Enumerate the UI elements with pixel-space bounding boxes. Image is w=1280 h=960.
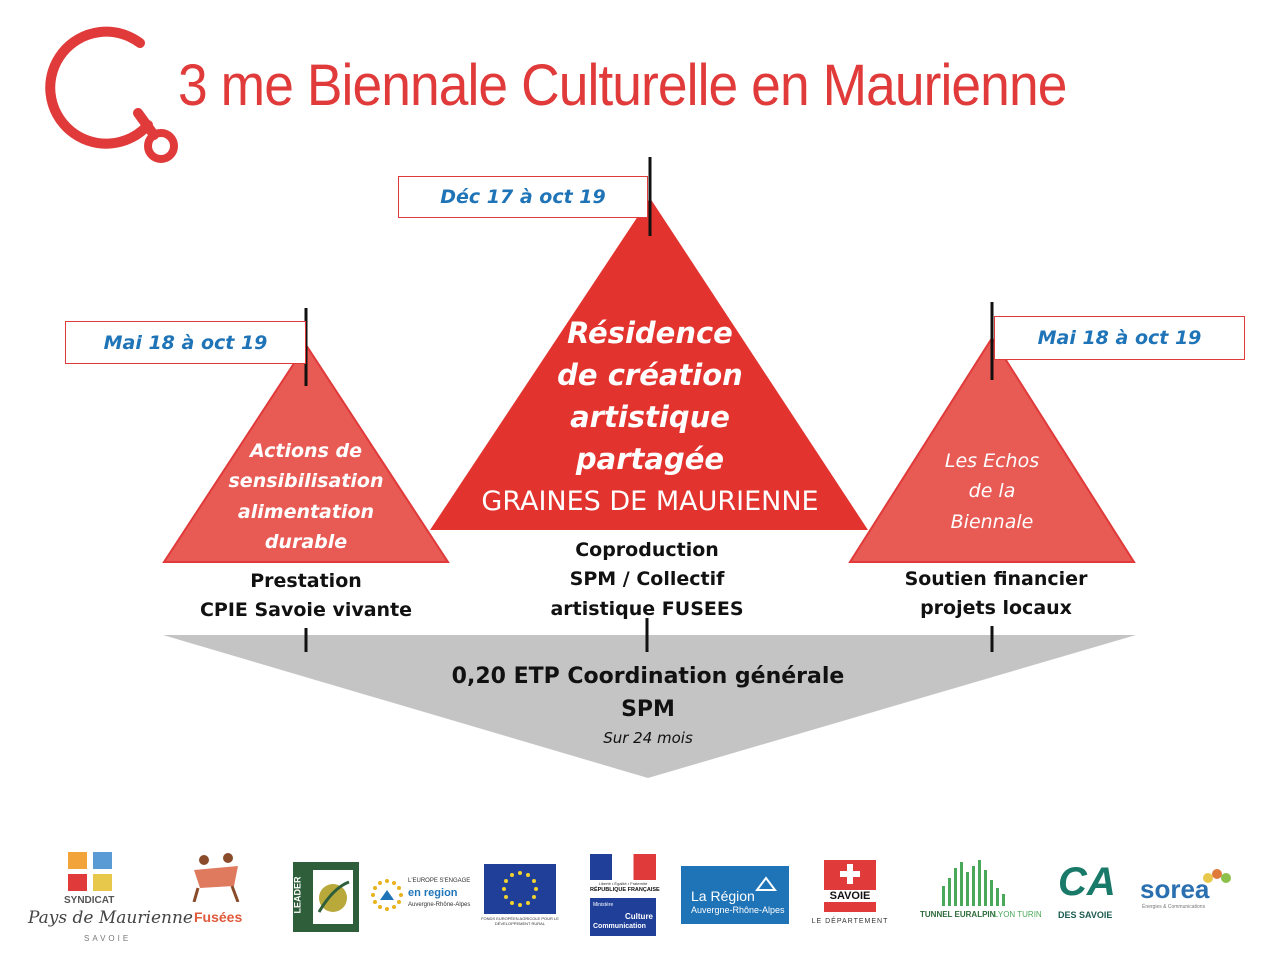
main-date-box: Déc 17 à oct 19 xyxy=(398,176,648,218)
right-date-box: Mai 18 à oct 19 xyxy=(994,316,1245,360)
tunnel-label: TUNNEL EURALPIN xyxy=(920,910,996,919)
left-caption-line: CPIE Savoie vivante xyxy=(199,599,413,622)
right-caption xyxy=(866,565,1126,624)
leader-label: LEADER xyxy=(292,876,303,914)
ca-logo xyxy=(1052,862,1122,926)
cross-icon xyxy=(66,848,114,894)
leaf-icon xyxy=(311,868,355,926)
main-subtitle: GRAINES DE MAURIENNE xyxy=(481,486,819,517)
main-line: de création xyxy=(557,358,743,393)
europe-line2: en region xyxy=(408,887,458,899)
main-caption-line: artistique FUSEES xyxy=(550,597,744,620)
republique-motto: Liberté • Égalité • Fraternité xyxy=(598,881,648,886)
syndicat-bottom: SAVOIE xyxy=(84,934,132,943)
right-line: Biennale xyxy=(950,510,1034,533)
fusees-logo xyxy=(180,852,252,932)
right-line: de la xyxy=(968,480,1016,503)
feader-logo xyxy=(480,864,560,934)
syndicat-logo xyxy=(26,848,193,948)
region-line1: La Région xyxy=(691,888,755,904)
ca-des-savoie: DES SAVOIE xyxy=(1058,910,1113,920)
left-line: durable xyxy=(264,531,348,554)
main-line: partagée xyxy=(575,442,725,477)
main-caption-line: SPM / Collectif xyxy=(569,568,725,591)
left-caption-line: Prestation xyxy=(250,570,362,592)
main-line: artistique xyxy=(570,400,730,435)
left-date-box: Mai 18 à oct 19 xyxy=(65,321,306,364)
right-line: Les Echos xyxy=(944,450,1040,472)
feader-label: FONDS EUROPÉEN AGRICOLE POUR LE DÉVELOPPEMENT RURAL xyxy=(481,916,559,926)
left-caption xyxy=(176,567,436,626)
tunnel-logo xyxy=(918,858,1042,928)
left-line: alimentation xyxy=(237,500,375,523)
communication-label: Communication xyxy=(593,923,646,930)
culture-block xyxy=(590,898,656,936)
base-note: Sur 24 mois xyxy=(603,728,693,747)
sorea-logo xyxy=(1140,868,1240,918)
savoie-block xyxy=(824,860,876,912)
main-triangle-text xyxy=(500,312,800,480)
main-caption-line: Coproduction xyxy=(575,539,719,561)
dancers-icon xyxy=(186,852,246,902)
left-triangle-text xyxy=(206,436,406,558)
page-title: 3 me Biennale Culturelle en Maurienne xyxy=(178,53,1067,118)
tunnel-bars-icon xyxy=(940,858,1010,906)
region-logo xyxy=(681,866,789,924)
europe-line3: Auvergne-Rhône-Alpes xyxy=(408,902,471,908)
ca-mark: CA xyxy=(1058,860,1116,904)
main-caption xyxy=(517,536,777,624)
right-caption-line: Soutien financier xyxy=(904,568,1088,590)
sorea-label: sorea xyxy=(1140,874,1210,904)
mountain-icon xyxy=(755,876,777,892)
lyon-turin-label: LYON TURIN xyxy=(994,910,1042,919)
ministere-logo xyxy=(590,854,660,936)
fusees-label: Fusées xyxy=(194,909,243,925)
left-line: Actions de xyxy=(250,440,362,462)
sorea-sub: Énergies & Communications xyxy=(1142,904,1206,910)
base-line-2: SPM xyxy=(621,697,675,723)
right-caption-line: projets locaux xyxy=(920,597,1072,620)
savoie-label: SAVOIE xyxy=(824,890,876,902)
departement-label: LE DÉPARTEMENT xyxy=(811,918,889,925)
base-text xyxy=(398,660,898,747)
base-line-1: 0,20 ETP Coordination générale xyxy=(451,664,845,689)
main-line: Résidence xyxy=(567,316,733,350)
syndicat-top: SYNDICAT xyxy=(64,895,115,906)
region-line2: Auvergne-Rhône-Alpes xyxy=(691,905,785,915)
eu-stars-icon xyxy=(370,878,404,912)
leader-logo xyxy=(293,862,359,932)
culture-label: Culture xyxy=(625,912,653,921)
savoie-cross-icon xyxy=(840,864,860,884)
eu-flag-icon xyxy=(484,864,556,914)
republique-label: RÉPUBLIQUE FRANÇAISE xyxy=(590,887,660,893)
marianne-flag xyxy=(590,854,656,880)
europe-line1: L'EUROPE S'ENGAGE xyxy=(408,878,471,884)
ministere-label: Ministère xyxy=(593,902,614,908)
europe-region-logo xyxy=(370,876,470,920)
left-line: sensibilisation xyxy=(228,470,384,493)
syndicat-script: Pays de Maurienne xyxy=(28,908,193,928)
right-triangle-text xyxy=(902,446,1082,537)
savoie-logo xyxy=(810,860,890,932)
